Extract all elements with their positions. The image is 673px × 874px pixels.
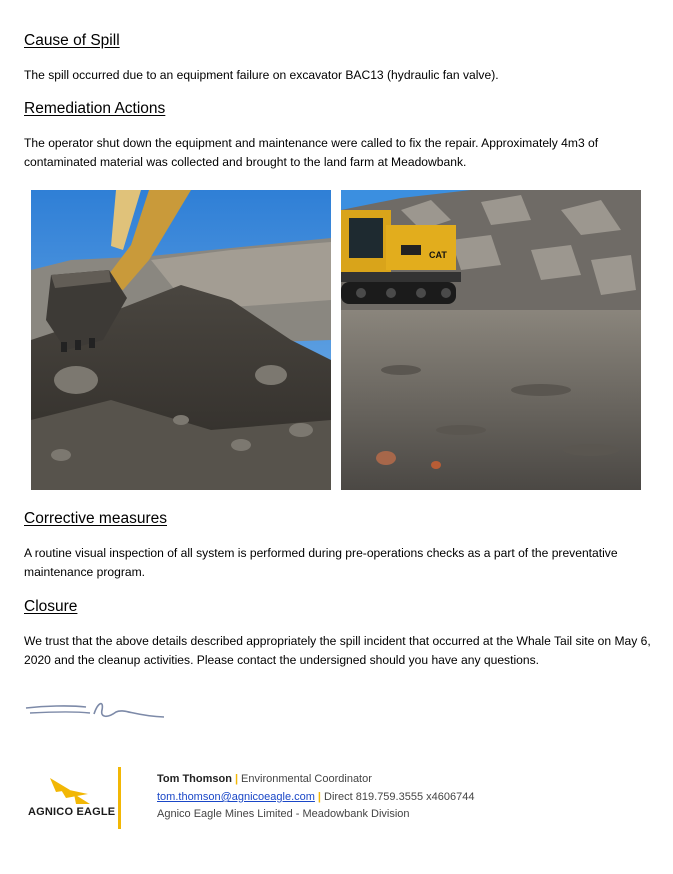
signature-title: Environmental Coordinator xyxy=(241,773,372,785)
paragraph-cause: The spill occurred due to an equipment failure on excavator BAC13 (hydraulic fan valve). xyxy=(24,68,499,82)
paragraph-closure: We trust that the above details described appropriately the spill incident that occurred at the Whale Tail site on May 6, 2020 and the cleanup activities. Please contact the undersigned should you have any questions. xyxy=(24,634,651,667)
heading-closure: Closure xyxy=(24,598,78,615)
pipe-separator: | xyxy=(317,791,321,803)
signature-contact-line xyxy=(157,791,474,803)
email-link[interactable]: tom.thomson@agnicoeagle.com xyxy=(157,791,315,803)
paragraph-corrective: A routine visual inspection of all system is performed during pre-operations checks as a part of the preventative maintenance program. xyxy=(24,546,618,579)
paragraph-remediation: The operator shut down the equipment and maintenance were called to fix the repair. Approximately 4m3 of contaminated material was collected and brought to the land farm at Meadowbank. xyxy=(24,136,599,169)
signature-name-line xyxy=(157,773,372,785)
logo-wordmark: AGNICO EAGLE xyxy=(28,806,116,818)
pipe-separator: | xyxy=(234,773,239,785)
signature-phone: Direct 819.759.3555 x4606744 xyxy=(324,791,475,803)
accent-divider xyxy=(118,767,121,829)
signature-company: Agnico Eagle Mines Limited - Meadowbank Division xyxy=(157,808,410,820)
heading-cause-of-spill: Cause of Spill xyxy=(24,32,120,49)
heading-remediation-actions: Remediation Actions xyxy=(24,100,166,117)
heading-corrective-measures: Corrective measures xyxy=(24,510,167,527)
cat-excavator-rock-site-photo xyxy=(341,190,641,490)
signature-name: Tom Thomson xyxy=(157,773,232,785)
excavator-bucket-soil-pile-photo xyxy=(31,190,331,490)
photo-cat-excavator xyxy=(341,190,641,490)
handwritten-signature xyxy=(24,698,169,724)
agnico-eagle-logo-icon xyxy=(26,770,118,828)
cat-badge: CAT xyxy=(429,250,447,260)
photo-excavator-bucket xyxy=(31,190,331,490)
